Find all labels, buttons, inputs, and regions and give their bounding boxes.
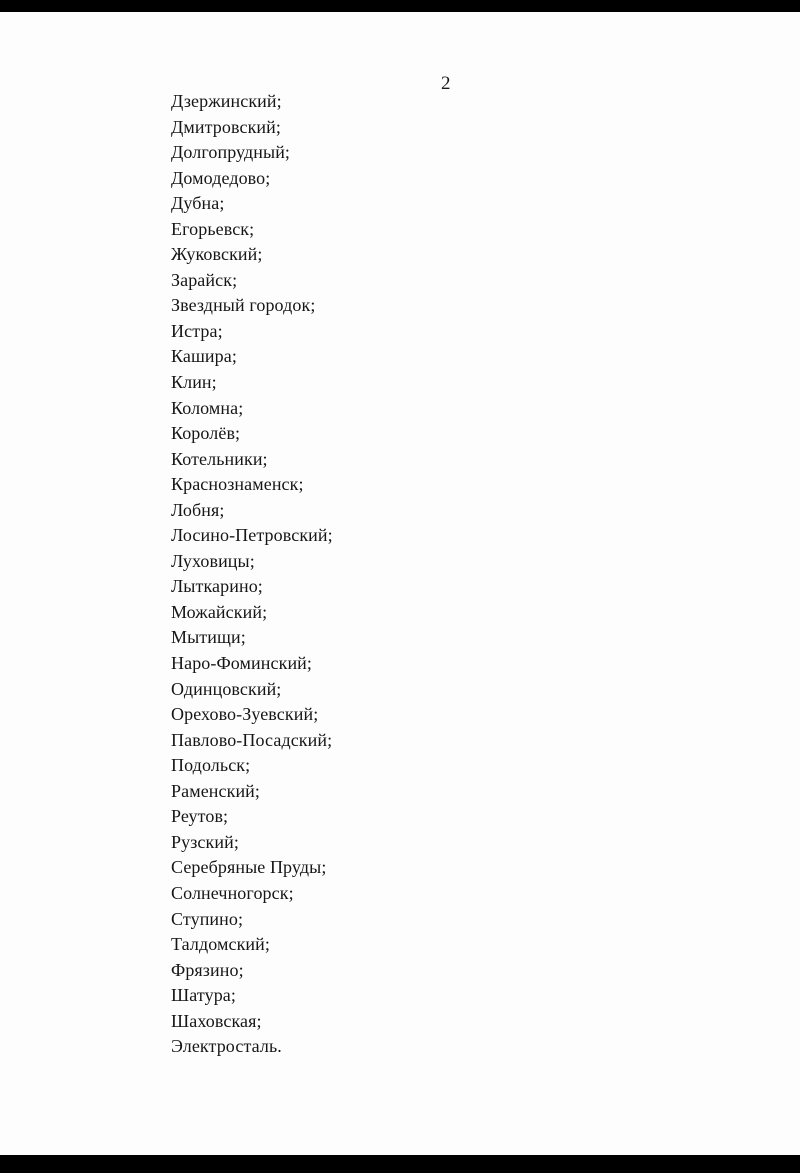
list-item: Зарайск; <box>171 269 238 290</box>
document-page <box>0 12 800 1155</box>
list-item: Долгопрудный; <box>171 142 291 163</box>
list-item: Жуковский; <box>171 244 263 265</box>
list-item: Котельники; <box>171 448 268 469</box>
list-item: Егорьевск; <box>171 218 255 239</box>
list-item: Раменский; <box>171 780 261 801</box>
list-item: Серебряные Пруды; <box>171 857 327 878</box>
list-item: Наро-Фоминский; <box>171 653 313 674</box>
list-item: Королёв; <box>171 423 241 444</box>
list-item: Шатура; <box>171 985 237 1006</box>
list-item: Фрязино; <box>171 959 244 980</box>
list-item: Рузский; <box>171 831 239 852</box>
list-item: Электросталь. <box>171 1036 282 1057</box>
list-item: Кашира; <box>171 346 237 367</box>
page-number: 2 <box>441 73 451 94</box>
list-item: Домодедово; <box>171 167 271 188</box>
list-item: Можайский; <box>171 601 268 622</box>
municipality-list <box>171 89 333 1060</box>
list-item: Павлово-Посадский; <box>171 729 333 750</box>
list-item: Мытищи; <box>171 627 246 648</box>
bottom-black-bar <box>0 1155 800 1173</box>
list-item: Луховицы; <box>171 550 255 571</box>
top-black-bar <box>0 0 800 12</box>
list-item: Подольск; <box>171 755 251 776</box>
list-item: Талдомский; <box>171 934 270 955</box>
list-item: Дзержинский; <box>171 91 282 111</box>
list-item: Шаховская; <box>171 1010 262 1031</box>
list-item: Коломна; <box>171 397 244 418</box>
list-item: Клин; <box>171 372 217 393</box>
list-item: Лыткарино; <box>171 576 263 597</box>
list-item: Истра; <box>171 320 223 341</box>
list-item: Лосино-Петровский; <box>171 525 333 546</box>
list-item: Ступино; <box>171 908 244 929</box>
list-item: Звездный городок; <box>171 295 316 316</box>
list-item: Орехово-Зуевский; <box>171 704 319 725</box>
list-item: Дмитровский; <box>171 116 281 137</box>
list-item: Лобня; <box>171 499 225 520</box>
list-item: Дубна; <box>171 193 225 214</box>
list-item: Солнечногорск; <box>171 882 294 903</box>
list-item: Одинцовский; <box>171 678 282 699</box>
list-item: Краснознаменск; <box>171 474 304 495</box>
list-item: Реутов; <box>171 806 229 827</box>
